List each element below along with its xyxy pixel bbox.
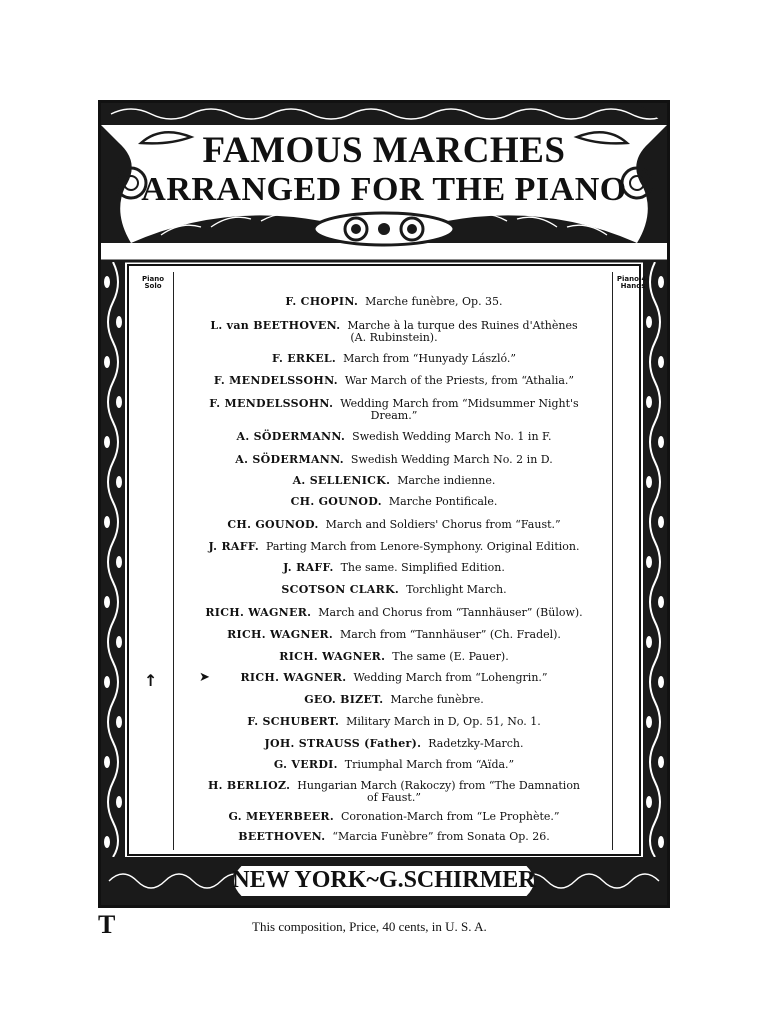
- composer-name: A. SELLENICK.: [292, 474, 391, 487]
- composer-name: CH. GOUNOD.: [290, 495, 382, 508]
- publisher-imprint: NEW YORK~G.SCHIRMER: [232, 867, 536, 893]
- work-title: March and Chorus from “Tannhäuser” (Bülow).: [318, 606, 583, 619]
- piano-solo-label: Piano Solo: [141, 275, 165, 290]
- pointer-arrow-icon: ➤: [199, 670, 210, 685]
- list-item: [182, 431, 606, 443]
- list-item: [182, 694, 606, 706]
- composer-name: F. CHOPIN.: [285, 295, 359, 308]
- header-ornament-band: [101, 103, 667, 263]
- work-title: Coronation-March from “Le Prophète.”: [341, 810, 560, 823]
- composer-name: RICH. WAGNER.: [279, 650, 386, 663]
- list-item: [182, 607, 606, 619]
- right-vine-border-icon: [643, 262, 667, 857]
- list-item: [182, 296, 606, 308]
- work-title: March from “Hunyady László.”: [343, 352, 517, 365]
- work-title: Marche à la turque des Ruines d'Athènes: [347, 319, 578, 332]
- composer-name: A. SÖDERMANN.: [235, 453, 344, 466]
- work-title: “Marcia Funèbre” from Sonata Op. 26.: [332, 830, 550, 843]
- list-item: [182, 716, 606, 728]
- list-item: [182, 475, 606, 487]
- list-item: [182, 759, 606, 771]
- list-item: [182, 353, 606, 365]
- composer-name: F. ERKEL.: [271, 352, 337, 365]
- composer-name: BEETHOVEN.: [238, 830, 326, 843]
- composer-name: A. SÖDERMANN.: [236, 430, 346, 443]
- list-item: [182, 496, 606, 508]
- list-item: [182, 562, 606, 574]
- list-item: [182, 651, 606, 663]
- list-item: [182, 811, 606, 823]
- composer-name: JOH. STRAUSS (Father).: [264, 737, 422, 750]
- composer-name: H. BERLIOZ.: [207, 779, 291, 792]
- title-line-1: FAMOUS MARCHES: [202, 130, 566, 171]
- list-item: [182, 629, 606, 641]
- composer-name: F. MENDELSSOHN.: [213, 374, 338, 387]
- work-title: Swedish Wedding March No. 1 in F.: [352, 430, 552, 443]
- list-item: [182, 672, 606, 684]
- composer-name: SCOTSON CLARK.: [281, 583, 400, 596]
- composer-name: CH. GOUNOD.: [227, 518, 319, 531]
- work-title: Torchlight March.: [406, 583, 507, 596]
- composer-name: G. MEYERBEER.: [228, 810, 334, 823]
- work-title: Parting March from Lenore-Symphony. Original Edition.: [265, 540, 580, 553]
- catalog-letter: T: [98, 910, 116, 939]
- piano-solo-column-rule: [173, 272, 174, 850]
- price-line: This composition, Price, 40 cents, in U. S. A.: [252, 919, 487, 934]
- composer-name: RICH. WAGNER.: [205, 606, 312, 619]
- list-item: [182, 738, 606, 750]
- work-title: Marche Pontificale.: [388, 495, 498, 508]
- title-line-2: ARRANGED FOR THE PIANO: [141, 171, 627, 208]
- work-title: Swedish Wedding March No. 2 in D.: [350, 453, 553, 466]
- piano-4hands-label: Piano 4-Hands: [616, 275, 650, 290]
- composer-name: J. RAFF.: [283, 561, 334, 574]
- work-title: Marche indienne.: [397, 474, 496, 487]
- composer-name: RICH. WAGNER.: [240, 671, 347, 684]
- work-title: War March of the Priests, from “Athalia.”: [344, 374, 575, 387]
- list-item: [182, 541, 606, 553]
- list-item: [182, 454, 606, 466]
- list-item: [182, 398, 606, 422]
- up-arrow-icon: ↑: [144, 671, 158, 690]
- composer-name: F. MENDELSSOHN.: [209, 397, 334, 410]
- work-title-continued: Dream.”: [370, 409, 418, 422]
- list-item: [182, 375, 606, 387]
- piano-4hands-column-rule: [612, 272, 613, 850]
- list-item: [182, 519, 606, 531]
- work-title-continued: (A. Rubinstein).: [350, 331, 438, 344]
- list-item: [182, 320, 606, 344]
- work-title-continued: of Faust.”: [367, 791, 421, 804]
- composer-name: J. RAFF.: [208, 540, 259, 553]
- composer-name: L. van BEETHOVEN.: [210, 319, 341, 332]
- work-title: Hungarian March (Rakoczy) from “The Damnation: [297, 779, 581, 792]
- work-title: March and Soldiers' Chorus from “Faust.”: [325, 518, 561, 531]
- composer-name: GEO. BIZET.: [304, 693, 384, 706]
- work-title: Wedding March from “Midsummer Night's: [340, 397, 579, 410]
- footer-ornament-band: [101, 857, 667, 905]
- work-title: Marche funèbre.: [390, 693, 484, 706]
- work-title: Marche funèbre, Op. 35.: [365, 295, 503, 308]
- list-item: [182, 780, 606, 804]
- list-item: [182, 584, 606, 596]
- work-title: Military March in D, Op. 51, No. 1.: [346, 715, 541, 728]
- left-vine-border-icon: [101, 262, 125, 857]
- work-title: Wedding March from “Lohengrin.”: [353, 671, 548, 684]
- work-title: March from “Tannhäuser” (Ch. Fradel).: [340, 628, 561, 641]
- composer-name: F. SCHUBERT.: [247, 715, 340, 728]
- work-title: The same (E. Pauer).: [392, 650, 509, 663]
- composer-name: RICH. WAGNER.: [227, 628, 334, 641]
- composer-name: G. VERDI.: [273, 758, 338, 771]
- work-title: The same. Simplified Edition.: [340, 561, 505, 574]
- list-item: [182, 831, 606, 843]
- work-title: Triumphal March from “Aïda.”: [344, 758, 515, 771]
- work-title: Radetzky-March.: [428, 737, 524, 750]
